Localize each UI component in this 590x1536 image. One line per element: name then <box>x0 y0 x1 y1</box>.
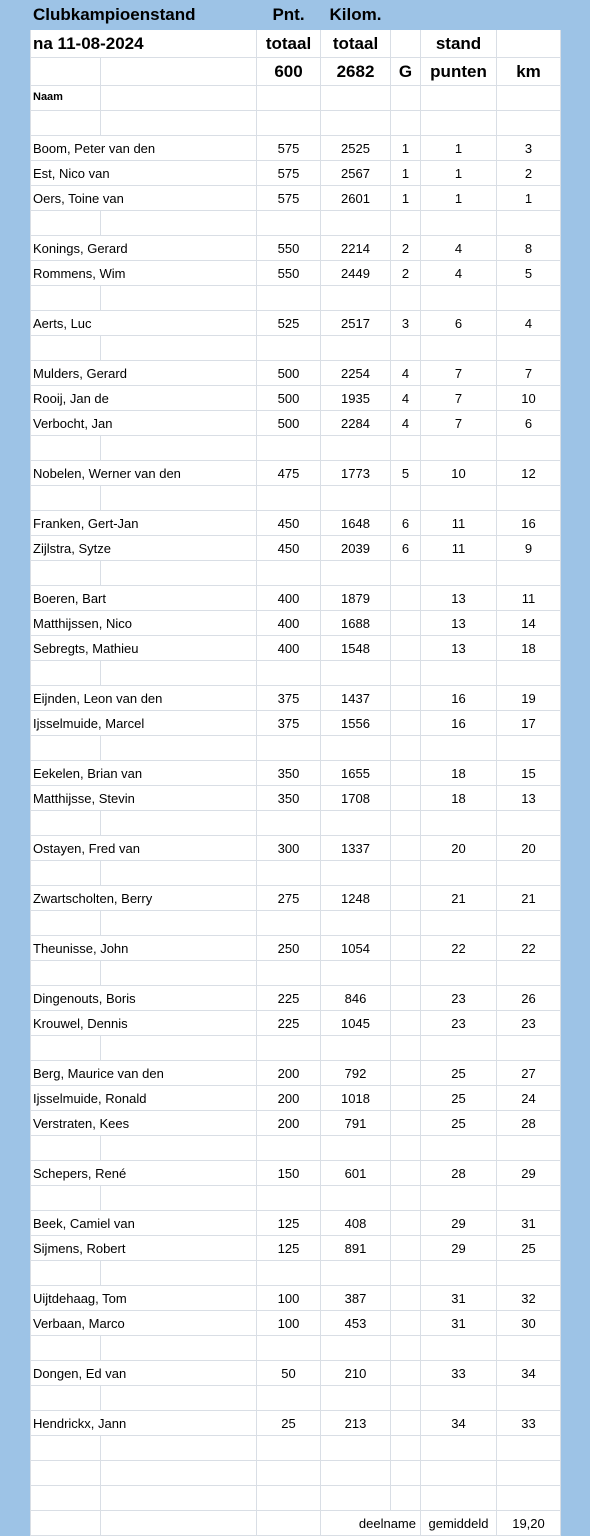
table-row <box>31 611 561 636</box>
member-name: Beek, Camiel van <box>31 1211 257 1236</box>
km-total-cell: 2039 <box>321 536 391 561</box>
table-row <box>31 411 561 436</box>
km-total-cell: 1054 <box>321 936 391 961</box>
group-number: 1 <box>391 136 421 161</box>
member-name: Hendrickx, Jann <box>31 1411 257 1436</box>
points-total: 275 <box>257 886 321 911</box>
rank-km: 20 <box>497 836 561 861</box>
points-total: 200 <box>257 1086 321 1111</box>
group-number <box>391 1361 421 1386</box>
points-total: 375 <box>257 711 321 736</box>
member-name: Est, Nico van <box>31 161 257 186</box>
table-row <box>31 386 561 411</box>
points-total: 150 <box>257 1161 321 1186</box>
rank-km: 28 <box>497 1111 561 1136</box>
km-total-cell: 1248 <box>321 886 391 911</box>
table-row <box>31 261 561 286</box>
group-number <box>391 1411 421 1436</box>
date-label: na 11-08-2024 <box>31 30 257 58</box>
rank-km: 6 <box>497 411 561 436</box>
spacer-row <box>31 1486 561 1511</box>
footer-row <box>31 1511 561 1536</box>
points-total: 375 <box>257 686 321 711</box>
col-header-pnt: Pnt. <box>257 1 321 30</box>
member-name: Zwartscholten, Berry <box>31 886 257 911</box>
rank-points: 16 <box>421 711 497 736</box>
group-number <box>391 886 421 911</box>
rank-km: 5 <box>497 261 561 286</box>
points-total: 500 <box>257 411 321 436</box>
title-row <box>31 1 561 30</box>
table-row <box>31 1111 561 1136</box>
member-name: Konings, Gerard <box>31 236 257 261</box>
member-name: Matthijssen, Nico <box>31 611 257 636</box>
table-row <box>31 986 561 1011</box>
table-row <box>31 1361 561 1386</box>
table-row <box>31 1286 561 1311</box>
punten-label: punten <box>421 58 497 86</box>
rank-km: 19 <box>497 686 561 711</box>
km-total-cell: 2601 <box>321 186 391 211</box>
pnt-total: 600 <box>257 58 321 86</box>
points-total: 500 <box>257 386 321 411</box>
member-name: Rommens, Wim <box>31 261 257 286</box>
member-name: Verbocht, Jan <box>31 411 257 436</box>
group-number <box>391 1211 421 1236</box>
subheader-row <box>31 30 561 58</box>
km-total-cell: 1337 <box>321 836 391 861</box>
spacer-row <box>31 486 561 511</box>
km-total-cell: 2525 <box>321 136 391 161</box>
table-row <box>31 461 561 486</box>
points-total: 300 <box>257 836 321 861</box>
table-row <box>31 1011 561 1036</box>
km-total-cell: 2517 <box>321 311 391 336</box>
table-row <box>31 686 561 711</box>
table-row <box>31 1061 561 1086</box>
spacer-row <box>31 736 561 761</box>
table-row <box>31 536 561 561</box>
table-row <box>31 636 561 661</box>
average-value: 19,20 <box>497 1511 561 1536</box>
member-name: Eekelen, Brian van <box>31 761 257 786</box>
rank-points: 13 <box>421 586 497 611</box>
member-name: Matthijsse, Stevin <box>31 786 257 811</box>
rank-points: 18 <box>421 761 497 786</box>
rank-points: 11 <box>421 511 497 536</box>
member-name: Sijmens, Robert <box>31 1236 257 1261</box>
km-total-cell: 387 <box>321 1286 391 1311</box>
km-total-cell: 1045 <box>321 1011 391 1036</box>
table-row <box>31 711 561 736</box>
table-row <box>31 836 561 861</box>
standings-body <box>31 1 561 1536</box>
totals-row <box>31 58 561 86</box>
group-number: 4 <box>391 386 421 411</box>
rank-km: 10 <box>497 386 561 411</box>
rank-points: 23 <box>421 986 497 1011</box>
table-row <box>31 236 561 261</box>
km-total-cell: 1548 <box>321 636 391 661</box>
points-total: 550 <box>257 261 321 286</box>
points-total: 250 <box>257 936 321 961</box>
points-total: 25 <box>257 1411 321 1436</box>
naam-label: Naam <box>33 91 63 103</box>
group-number <box>391 1061 421 1086</box>
rank-points: 22 <box>421 936 497 961</box>
km-total-cell: 2567 <box>321 161 391 186</box>
rank-km: 4 <box>497 311 561 336</box>
rank-points: 31 <box>421 1286 497 1311</box>
rank-points: 13 <box>421 636 497 661</box>
table-row <box>31 1211 561 1236</box>
rank-km: 23 <box>497 1011 561 1036</box>
standings-table <box>30 0 561 1536</box>
group-number <box>391 1311 421 1336</box>
spacer-row <box>31 336 561 361</box>
rank-points: 25 <box>421 1086 497 1111</box>
table-row <box>31 1411 561 1436</box>
member-name: Verbaan, Marco <box>31 1311 257 1336</box>
rank-points: 1 <box>421 161 497 186</box>
rank-points: 20 <box>421 836 497 861</box>
rank-points: 31 <box>421 1311 497 1336</box>
km-total-cell: 1018 <box>321 1086 391 1111</box>
spacer-row <box>31 1261 561 1286</box>
group-number <box>391 1011 421 1036</box>
group-number <box>391 786 421 811</box>
spacer-row <box>31 661 561 686</box>
points-total: 400 <box>257 586 321 611</box>
km-total-cell: 1648 <box>321 511 391 536</box>
points-total: 350 <box>257 761 321 786</box>
table-row <box>31 1161 561 1186</box>
group-number <box>391 836 421 861</box>
points-total: 525 <box>257 311 321 336</box>
kilom-totaal-label: totaal <box>321 30 391 58</box>
spacer-row <box>31 911 561 936</box>
member-name: Verstraten, Kees <box>31 1111 257 1136</box>
points-total: 450 <box>257 511 321 536</box>
rank-km: 34 <box>497 1361 561 1386</box>
col-header-kilom: Kilom. <box>321 1 391 30</box>
km-total-cell: 2214 <box>321 236 391 261</box>
rank-points: 1 <box>421 136 497 161</box>
spacer-row <box>31 211 561 236</box>
group-number <box>391 686 421 711</box>
rank-km: 17 <box>497 711 561 736</box>
rank-points: 29 <box>421 1211 497 1236</box>
group-number <box>391 611 421 636</box>
km-total-cell: 601 <box>321 1161 391 1186</box>
spacer-row <box>31 1386 561 1411</box>
rank-km: 33 <box>497 1411 561 1436</box>
member-name: Schepers, René <box>31 1161 257 1186</box>
g-label: G <box>391 58 421 86</box>
pnt-totaal-label: totaal <box>257 30 321 58</box>
group-number <box>391 761 421 786</box>
spacer-row <box>31 961 561 986</box>
spacer-row <box>31 436 561 461</box>
spacer-row <box>31 561 561 586</box>
group-number: 6 <box>391 511 421 536</box>
points-total: 575 <box>257 186 321 211</box>
table-row <box>31 936 561 961</box>
km-total-cell: 1688 <box>321 611 391 636</box>
rank-km: 25 <box>497 1236 561 1261</box>
rank-points: 7 <box>421 361 497 386</box>
group-number <box>391 1111 421 1136</box>
group-number <box>391 1161 421 1186</box>
table-row <box>31 886 561 911</box>
member-name: Aerts, Luc <box>31 311 257 336</box>
points-total: 100 <box>257 1311 321 1336</box>
km-total-cell: 2254 <box>321 361 391 386</box>
page-title: Clubkampioenstand <box>31 1 257 30</box>
group-number: 2 <box>391 261 421 286</box>
standings-sheet <box>30 0 560 1536</box>
points-total: 475 <box>257 461 321 486</box>
points-total: 575 <box>257 161 321 186</box>
group-number <box>391 636 421 661</box>
km-total-cell: 1556 <box>321 711 391 736</box>
rank-points: 28 <box>421 1161 497 1186</box>
member-name: Sebregts, Mathieu <box>31 636 257 661</box>
rank-points: 16 <box>421 686 497 711</box>
rank-km: 14 <box>497 611 561 636</box>
rank-points: 11 <box>421 536 497 561</box>
rank-km: 29 <box>497 1161 561 1186</box>
km-total-cell: 2284 <box>321 411 391 436</box>
points-total: 575 <box>257 136 321 161</box>
rank-points: 23 <box>421 1011 497 1036</box>
table-row <box>31 186 561 211</box>
spacer-row <box>31 1136 561 1161</box>
rank-points: 4 <box>421 261 497 286</box>
rank-km: 12 <box>497 461 561 486</box>
rank-points: 29 <box>421 1236 497 1261</box>
group-number: 2 <box>391 236 421 261</box>
rank-km: 21 <box>497 886 561 911</box>
km-total-cell: 846 <box>321 986 391 1011</box>
spacer-row <box>31 1336 561 1361</box>
naam-row <box>31 86 561 111</box>
group-number <box>391 586 421 611</box>
table-row <box>31 786 561 811</box>
spacer-row <box>31 811 561 836</box>
group-number: 1 <box>391 186 421 211</box>
rank-km: 22 <box>497 936 561 961</box>
rank-km: 27 <box>497 1061 561 1086</box>
member-name: Oers, Toine van <box>31 186 257 211</box>
rank-points: 10 <box>421 461 497 486</box>
points-total: 450 <box>257 536 321 561</box>
rank-km: 2 <box>497 161 561 186</box>
spacer-row <box>31 111 561 136</box>
rank-km: 16 <box>497 511 561 536</box>
member-name: Zijlstra, Sytze <box>31 536 257 561</box>
points-total: 200 <box>257 1111 321 1136</box>
rank-points: 18 <box>421 786 497 811</box>
points-total: 125 <box>257 1211 321 1236</box>
group-number <box>391 1286 421 1311</box>
rank-km: 13 <box>497 786 561 811</box>
table-row <box>31 511 561 536</box>
member-name: Ostayen, Fred van <box>31 836 257 861</box>
table-row <box>31 761 561 786</box>
rank-km: 8 <box>497 236 561 261</box>
km-total-cell: 2449 <box>321 261 391 286</box>
km-total-cell: 1655 <box>321 761 391 786</box>
km-total-cell: 791 <box>321 1111 391 1136</box>
group-number: 6 <box>391 536 421 561</box>
member-name: Dongen, Ed van <box>31 1361 257 1386</box>
table-row <box>31 1086 561 1111</box>
table-row <box>31 311 561 336</box>
points-total: 225 <box>257 1011 321 1036</box>
spacer-row <box>31 286 561 311</box>
deelname-label: deelname <box>321 1511 421 1536</box>
rank-points: 25 <box>421 1111 497 1136</box>
member-name: Krouwel, Dennis <box>31 1011 257 1036</box>
group-number <box>391 1086 421 1111</box>
rank-points: 34 <box>421 1411 497 1436</box>
group-number: 3 <box>391 311 421 336</box>
rank-km: 24 <box>497 1086 561 1111</box>
km-total-cell: 1935 <box>321 386 391 411</box>
member-name: Ijsselmuide, Marcel <box>31 711 257 736</box>
rank-km: 15 <box>497 761 561 786</box>
group-number: 5 <box>391 461 421 486</box>
rank-km: 11 <box>497 586 561 611</box>
rank-km: 18 <box>497 636 561 661</box>
points-total: 400 <box>257 636 321 661</box>
rank-points: 33 <box>421 1361 497 1386</box>
rank-points: 1 <box>421 186 497 211</box>
table-row <box>31 1311 561 1336</box>
km-total-cell: 1879 <box>321 586 391 611</box>
rank-km: 31 <box>497 1211 561 1236</box>
group-number <box>391 986 421 1011</box>
rank-km: 9 <box>497 536 561 561</box>
member-name: Berg, Maurice van den <box>31 1061 257 1086</box>
member-name: Franken, Gert-Jan <box>31 511 257 536</box>
rank-km: 26 <box>497 986 561 1011</box>
member-name: Boom, Peter van den <box>31 136 257 161</box>
spacer-row <box>31 1186 561 1211</box>
points-total: 125 <box>257 1236 321 1261</box>
points-total: 400 <box>257 611 321 636</box>
rank-points: 21 <box>421 886 497 911</box>
member-name: Uijtdehaag, Tom <box>31 1286 257 1311</box>
member-name: Mulders, Gerard <box>31 361 257 386</box>
group-number <box>391 936 421 961</box>
rank-points: 7 <box>421 386 497 411</box>
km-total-cell: 408 <box>321 1211 391 1236</box>
rank-points: 25 <box>421 1061 497 1086</box>
spacer-row <box>31 1436 561 1461</box>
member-name: Theunisse, John <box>31 936 257 961</box>
member-name: Dingenouts, Boris <box>31 986 257 1011</box>
points-total: 500 <box>257 361 321 386</box>
spacer-row <box>31 1036 561 1061</box>
group-number <box>391 1236 421 1261</box>
km-total-cell: 1773 <box>321 461 391 486</box>
stand-label: stand <box>421 30 497 58</box>
member-name: Eijnden, Leon van den <box>31 686 257 711</box>
member-name: Ijsselmuide, Ronald <box>31 1086 257 1111</box>
rank-km: 30 <box>497 1311 561 1336</box>
group-number <box>391 711 421 736</box>
rank-km: 1 <box>497 186 561 211</box>
points-total: 100 <box>257 1286 321 1311</box>
member-name: Boeren, Bart <box>31 586 257 611</box>
rank-points: 7 <box>421 411 497 436</box>
km-total-cell: 792 <box>321 1061 391 1086</box>
km-total-cell: 891 <box>321 1236 391 1261</box>
spacer-row <box>31 1461 561 1486</box>
table-row <box>31 161 561 186</box>
points-total: 200 <box>257 1061 321 1086</box>
rank-points: 6 <box>421 311 497 336</box>
points-total: 225 <box>257 986 321 1011</box>
km-total: 2682 <box>321 58 391 86</box>
table-row <box>31 361 561 386</box>
rank-km: 3 <box>497 136 561 161</box>
points-total: 550 <box>257 236 321 261</box>
group-number: 4 <box>391 361 421 386</box>
table-row <box>31 1236 561 1261</box>
member-name: Rooij, Jan de <box>31 386 257 411</box>
km-total-cell: 453 <box>321 1311 391 1336</box>
table-row <box>31 136 561 161</box>
table-row <box>31 586 561 611</box>
rank-points: 13 <box>421 611 497 636</box>
points-total: 350 <box>257 786 321 811</box>
km-total-cell: 213 <box>321 1411 391 1436</box>
points-total: 50 <box>257 1361 321 1386</box>
group-number: 4 <box>391 411 421 436</box>
spacer-row <box>31 861 561 886</box>
rank-km: 7 <box>497 361 561 386</box>
km-label: km <box>497 58 561 86</box>
rank-km: 32 <box>497 1286 561 1311</box>
km-total-cell: 1708 <box>321 786 391 811</box>
group-number: 1 <box>391 161 421 186</box>
km-total-cell: 210 <box>321 1361 391 1386</box>
rank-points: 4 <box>421 236 497 261</box>
member-name: Nobelen, Werner van den <box>31 461 257 486</box>
gemiddeld-label: gemiddeld <box>421 1511 497 1536</box>
km-total-cell: 1437 <box>321 686 391 711</box>
